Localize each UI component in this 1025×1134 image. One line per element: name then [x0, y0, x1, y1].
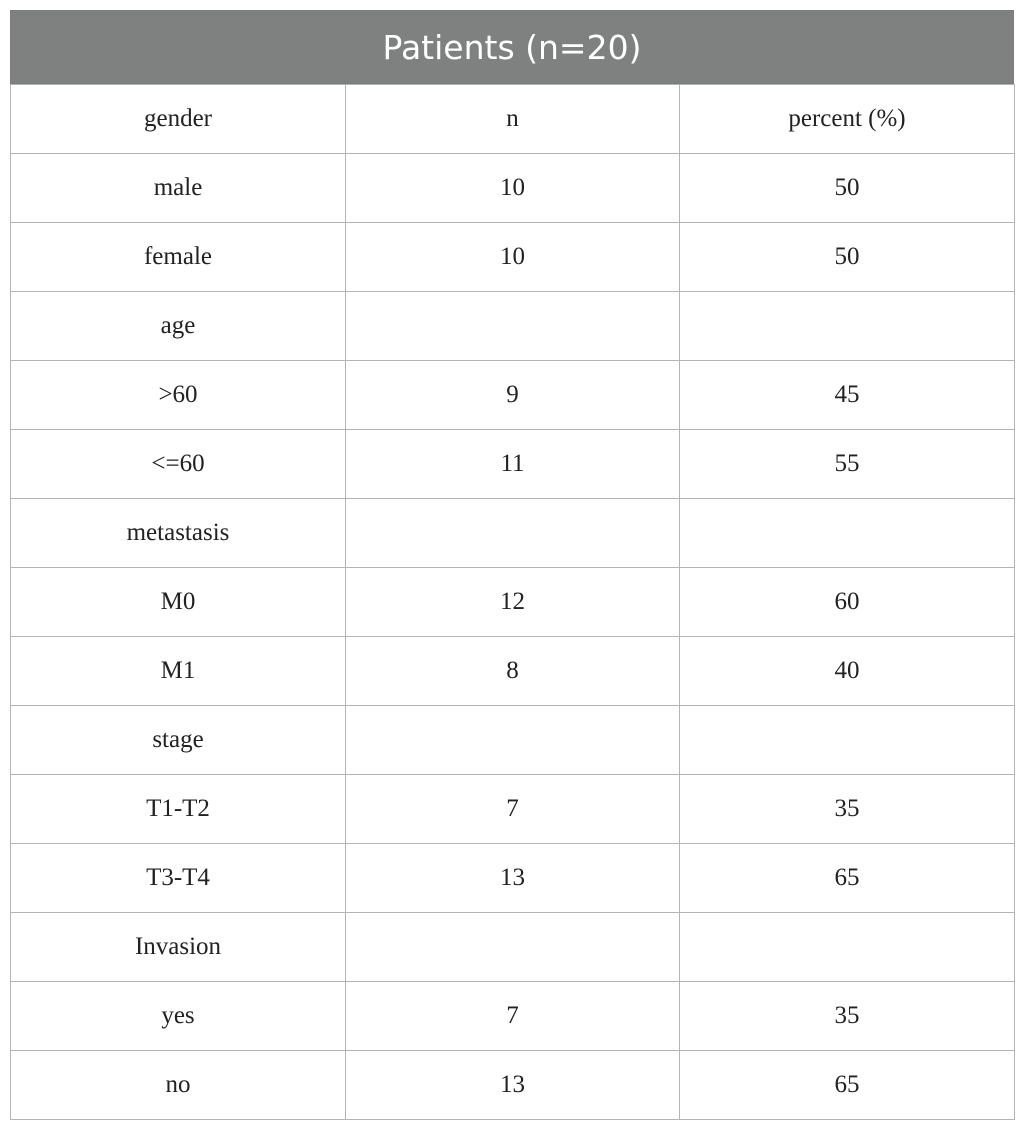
percent-cell: 45 — [680, 361, 1015, 430]
row-label-cell: yes — [11, 982, 346, 1051]
count-cell: 7 — [346, 982, 680, 1051]
table-row — [11, 223, 1015, 292]
table-row — [11, 361, 1015, 430]
table-row — [11, 637, 1015, 706]
row-label-cell: no — [11, 1051, 346, 1120]
percent-cell: 65 — [680, 844, 1015, 913]
count-cell: 13 — [346, 844, 680, 913]
percent-cell — [680, 913, 1015, 982]
count-cell: 7 — [346, 775, 680, 844]
count-cell: 11 — [346, 430, 680, 499]
count-cell — [346, 292, 680, 361]
table-row — [11, 154, 1015, 223]
row-label-cell: >60 — [11, 361, 346, 430]
percent-cell: 35 — [680, 775, 1015, 844]
row-label-cell: metastasis — [11, 499, 346, 568]
row-label-cell: male — [11, 154, 346, 223]
percent-cell — [680, 499, 1015, 568]
count-cell: 8 — [346, 637, 680, 706]
row-label-cell: M1 — [11, 637, 346, 706]
count-cell: 13 — [346, 1051, 680, 1120]
row-label-cell: T3-T4 — [11, 844, 346, 913]
percent-cell: 65 — [680, 1051, 1015, 1120]
percent-cell: 40 — [680, 637, 1015, 706]
column-header: n — [346, 85, 680, 154]
table-row — [11, 499, 1015, 568]
header-row — [11, 85, 1015, 154]
table-row — [11, 1051, 1015, 1120]
table-row — [11, 430, 1015, 499]
table-row — [11, 844, 1015, 913]
count-cell — [346, 913, 680, 982]
column-header: percent (%) — [680, 85, 1015, 154]
row-label-cell: female — [11, 223, 346, 292]
patients-table — [10, 10, 1014, 1120]
column-header: gender — [11, 85, 346, 154]
table-row — [11, 292, 1015, 361]
row-label-cell: <=60 — [11, 430, 346, 499]
percent-cell: 50 — [680, 223, 1015, 292]
table-row — [11, 982, 1015, 1051]
table-row — [11, 775, 1015, 844]
row-label-cell: T1-T2 — [11, 775, 346, 844]
table-row — [11, 913, 1015, 982]
percent-cell — [680, 706, 1015, 775]
percent-cell — [680, 292, 1015, 361]
row-label-cell: stage — [11, 706, 346, 775]
table-row — [11, 568, 1015, 637]
percent-cell: 55 — [680, 430, 1015, 499]
percent-cell: 35 — [680, 982, 1015, 1051]
row-label-cell: M0 — [11, 568, 346, 637]
count-cell — [346, 499, 680, 568]
percent-cell: 60 — [680, 568, 1015, 637]
row-label-cell: age — [11, 292, 346, 361]
count-cell: 12 — [346, 568, 680, 637]
table-row — [11, 706, 1015, 775]
count-cell: 10 — [346, 154, 680, 223]
count-cell: 9 — [346, 361, 680, 430]
data-table — [10, 84, 1015, 1120]
percent-cell: 50 — [680, 154, 1015, 223]
row-label-cell: Invasion — [11, 913, 346, 982]
count-cell — [346, 706, 680, 775]
table-title: Patients (n=20) — [10, 10, 1014, 84]
count-cell: 10 — [346, 223, 680, 292]
